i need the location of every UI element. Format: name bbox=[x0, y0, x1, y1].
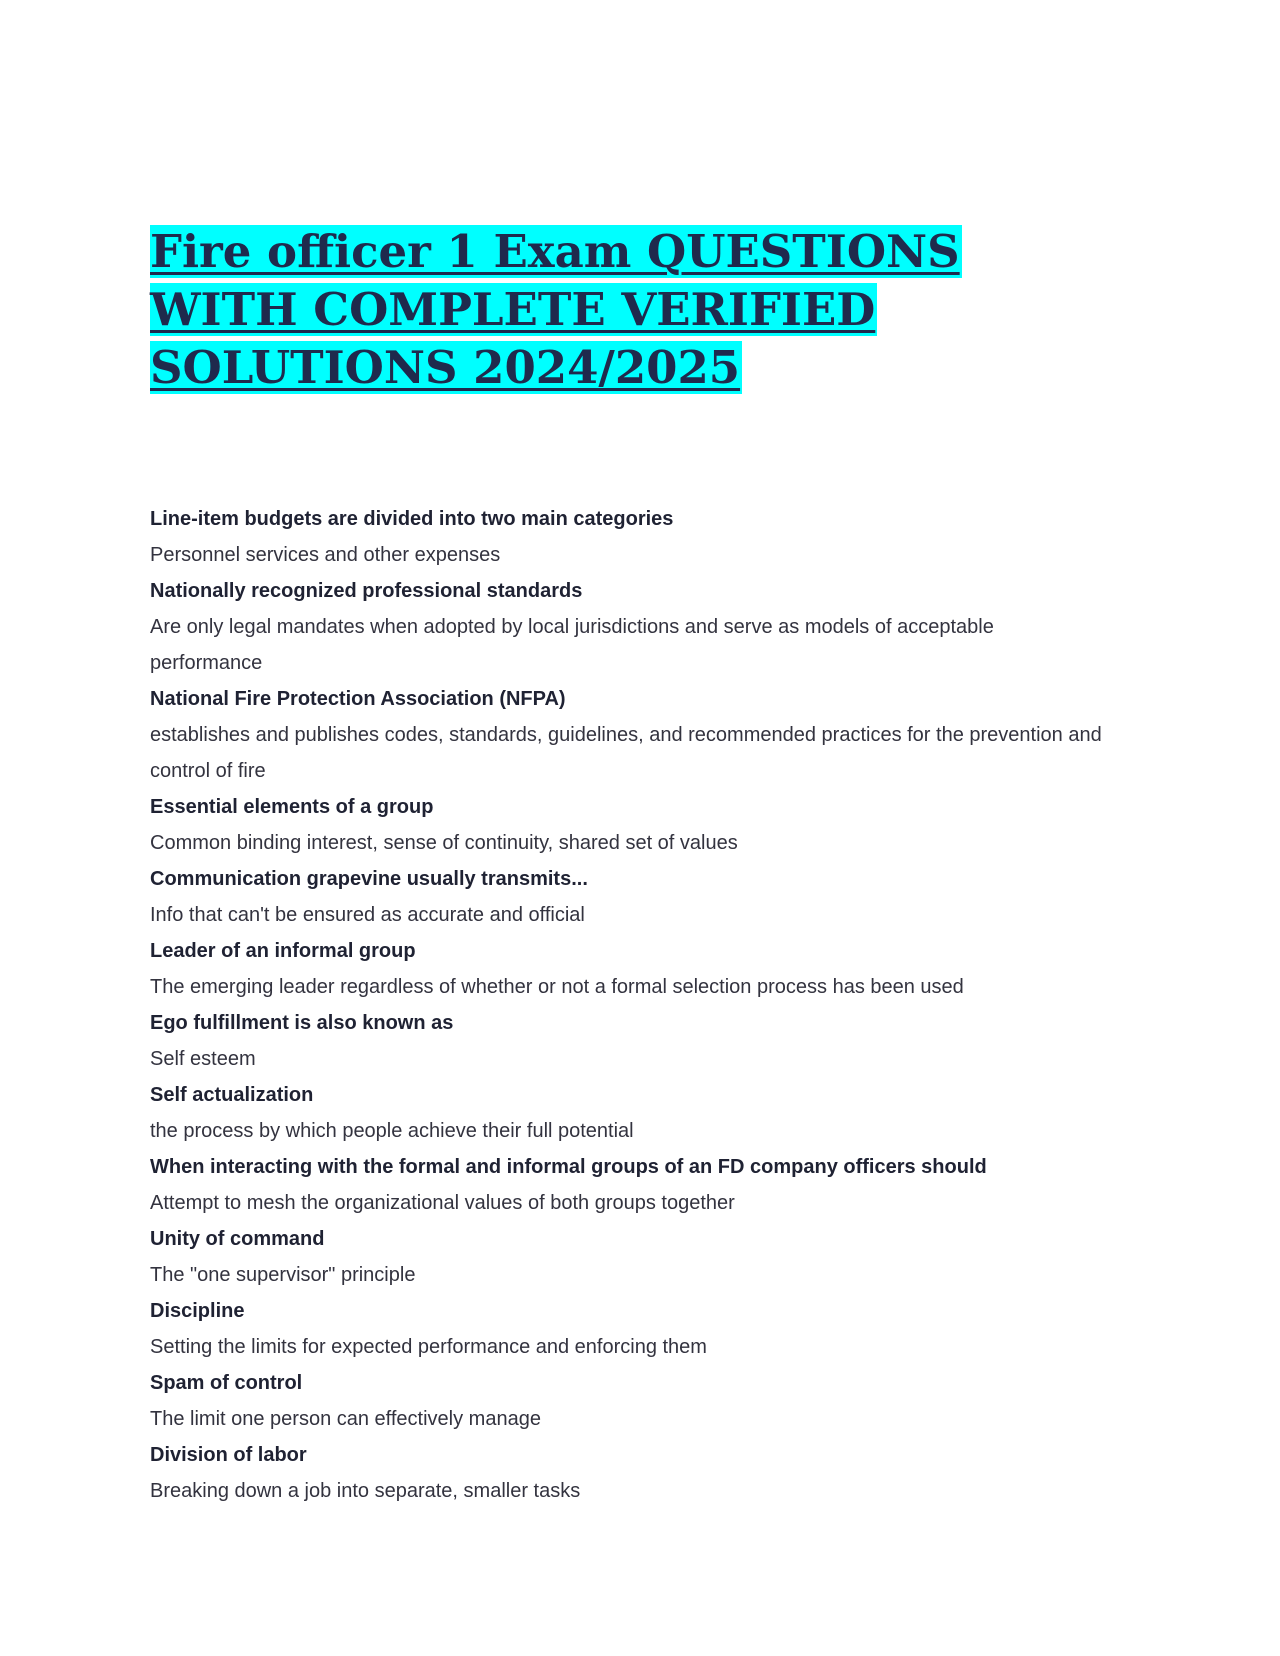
answer: Setting the limits for expected performance and enforcing them bbox=[150, 1336, 707, 1358]
question: Line-item budgets are divided into two main categories bbox=[150, 508, 674, 530]
question: Nationally recognized professional standards bbox=[150, 580, 583, 602]
question: Unity of command bbox=[150, 1228, 325, 1250]
answer: Are only legal mandates when adopted by local jurisdictions and serve as models of acceptable performance bbox=[150, 616, 994, 674]
answer: The limit one person can effectively manage bbox=[150, 1408, 541, 1430]
title-text: Fire officer 1 Exam QUESTIONS WITH COMPLETE VERIFIED SOLUTIONS 2024/2025 bbox=[150, 225, 960, 394]
question: Self actualization bbox=[150, 1084, 314, 1106]
answer: The emerging leader regardless of whether or not a formal selection process has been used bbox=[150, 976, 964, 998]
question: Division of labor bbox=[150, 1444, 307, 1466]
answer: Common binding interest, sense of continuity, shared set of values bbox=[150, 832, 738, 854]
answer: Self esteem bbox=[150, 1048, 256, 1070]
question: Essential elements of a group bbox=[150, 796, 434, 818]
answer: Breaking down a job into separate, smaller tasks bbox=[150, 1480, 581, 1502]
qa-list bbox=[150, 501, 1110, 1509]
answer: Personnel services and other expenses bbox=[150, 544, 501, 566]
document-title bbox=[150, 223, 1050, 397]
question: Communication grapevine usually transmits... bbox=[150, 868, 588, 890]
question: National Fire Protection Association (NFPA) bbox=[150, 688, 566, 710]
question: Leader of an informal group bbox=[150, 940, 416, 962]
answer: Info that can't be ensured as accurate and official bbox=[150, 904, 585, 926]
answer: the process by which people achieve their full potential bbox=[150, 1120, 634, 1142]
question: Spam of control bbox=[150, 1372, 303, 1394]
answer: establishes and publishes codes, standards, guidelines, and recommended practices for the prevention and control of fire bbox=[150, 724, 1102, 782]
answer: Attempt to mesh the organizational values of both groups together bbox=[150, 1192, 735, 1214]
question: Ego fulfillment is also known as bbox=[150, 1012, 454, 1034]
question: Discipline bbox=[150, 1300, 245, 1322]
answer: The "one supervisor" principle bbox=[150, 1264, 416, 1286]
question: When interacting with the formal and informal groups of an FD company officers should bbox=[150, 1156, 987, 1178]
